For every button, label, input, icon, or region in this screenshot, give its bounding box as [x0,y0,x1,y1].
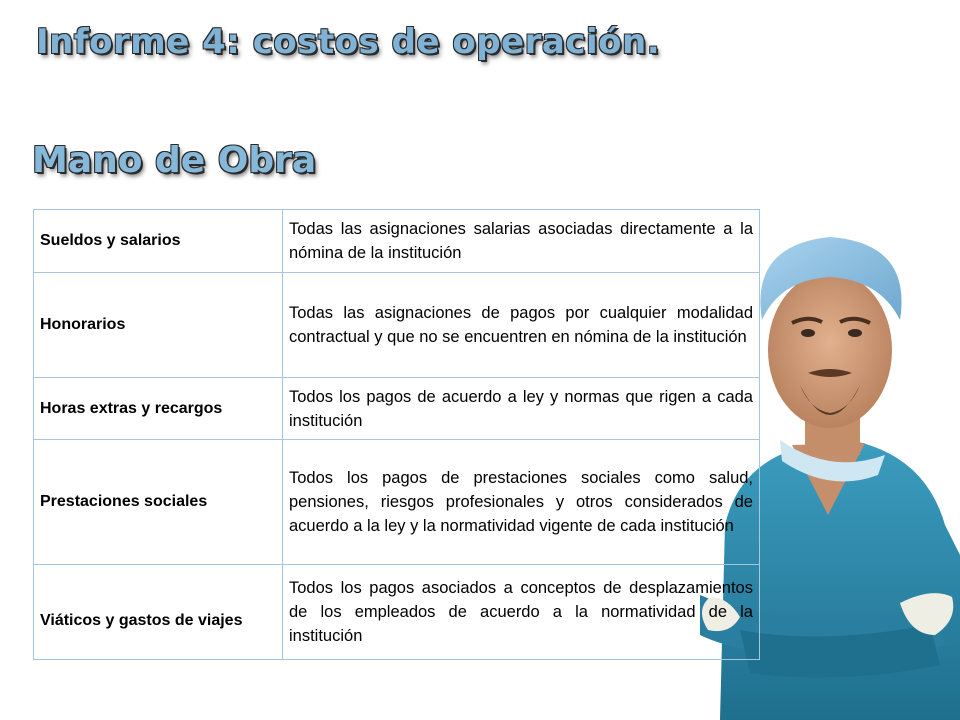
row-description: Todas las asignaciones salarias asociadas directamente a la nómina de la institución [283,210,760,273]
row-description: Todos los pagos asociados a conceptos de desplazamientos de los empleados de acuerdo a la normatividad de la institución [283,565,760,660]
table-row [34,210,760,273]
row-label: Honorarios [34,273,283,378]
labor-costs-table [33,209,760,660]
row-label: Prestaciones sociales [34,440,283,565]
row-label: Viáticos y gastos de viajes [34,565,283,660]
table-row [34,273,760,378]
row-description: Todos los pagos de acuerdo a ley y normas que rigen a cada institución [283,378,760,440]
table-row [34,378,760,440]
table-row [34,565,760,660]
row-label: Sueldos y salarios [34,210,283,273]
row-label: Horas extras y recargos [34,378,283,440]
slide-title: Informe 4: costos de operación. [36,22,661,62]
section-title: Mano de Obra [32,140,317,181]
row-description: Todos los pagos de prestaciones sociales como salud, pensiones, riesgos profesionales y otros considerados de acuerdo a la ley y la normatividad vigente de cada institución [283,440,760,565]
table-row [34,440,760,565]
row-description: Todas las asignaciones de pagos por cualquier modalidad contractual y que no se encuentren en nómina de la institución [283,273,760,378]
